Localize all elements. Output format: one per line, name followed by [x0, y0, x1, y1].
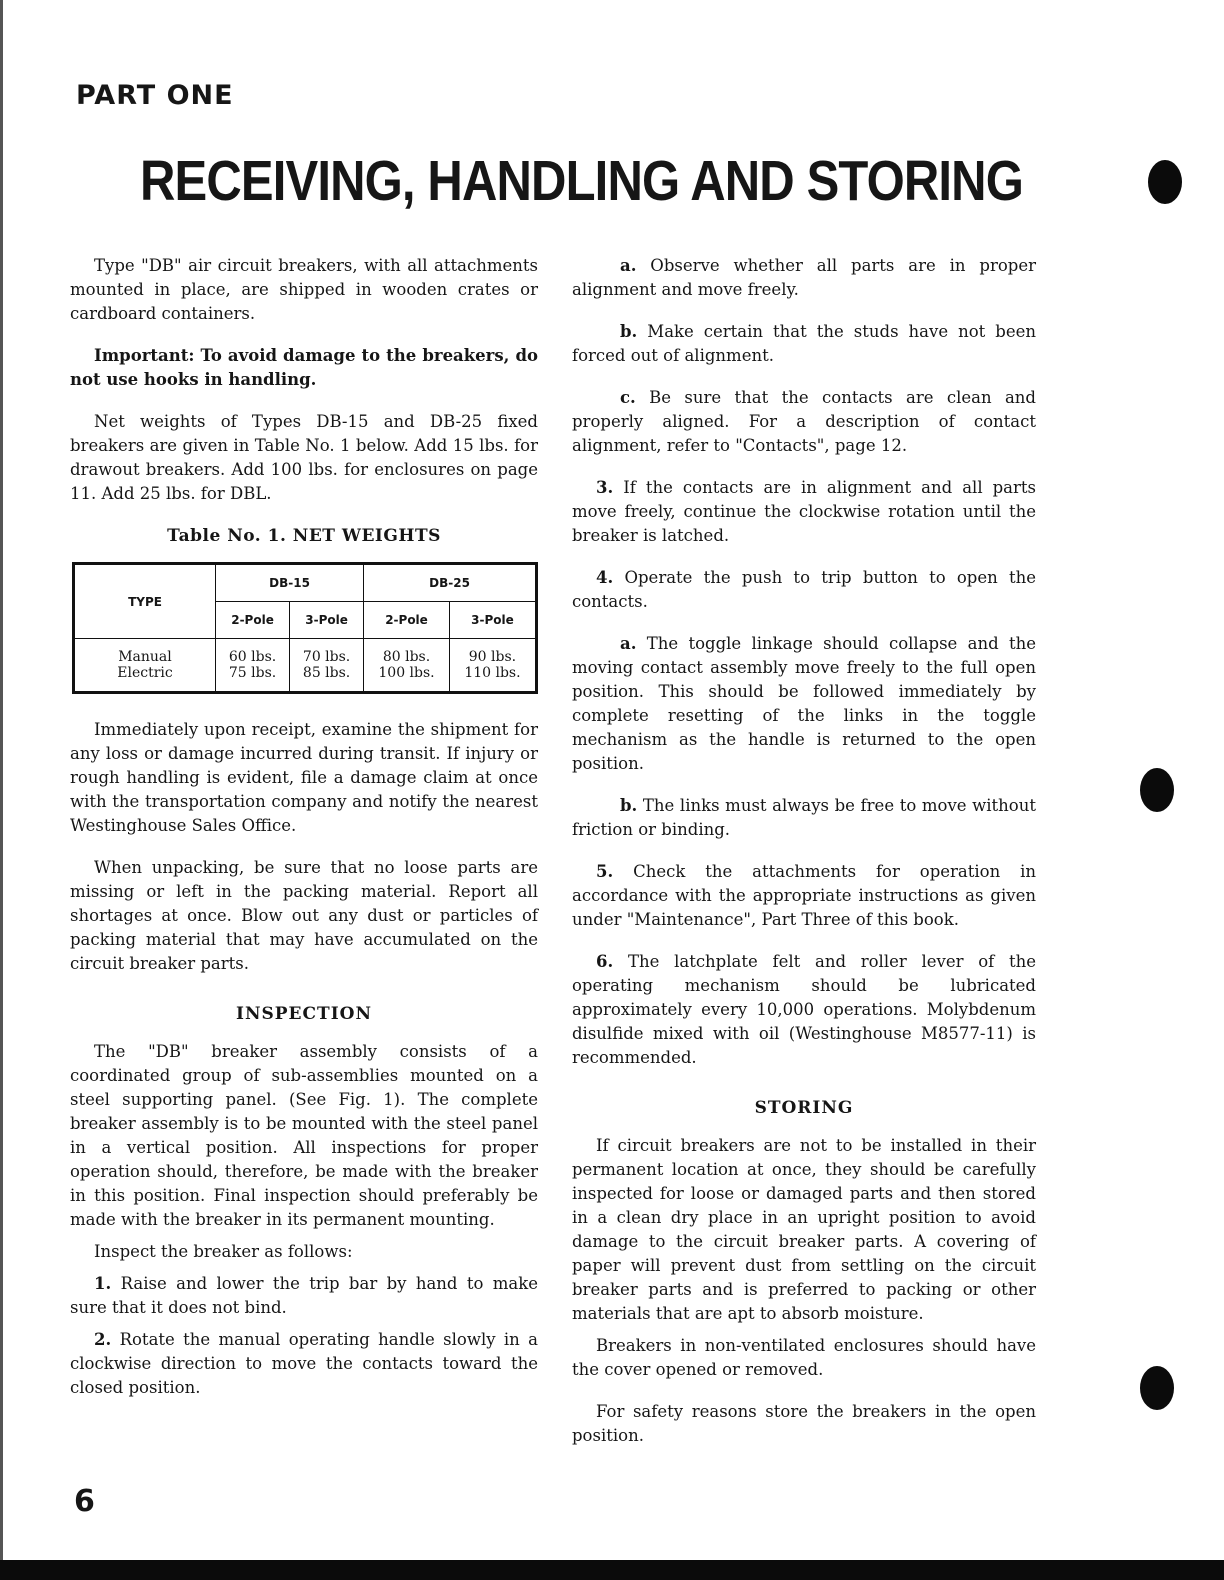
part-label: PART ONE	[76, 80, 234, 111]
db25-2pole-cell: 80 lbs. 100 lbs.	[364, 639, 450, 693]
step-5-number: 5.	[596, 862, 614, 881]
db25-3pole-cell: 90 lbs. 110 lbs.	[449, 639, 536, 693]
step-4	[572, 566, 1036, 614]
db15-3pole-header: 3-Pole	[290, 602, 364, 639]
a1-text: Observe whether all parts are in proper alignment and move freely.	[572, 256, 1036, 299]
item-1-number: 1.	[94, 1274, 112, 1293]
step-4-number: 4.	[596, 568, 614, 587]
db25-3pole-header: 3-Pole	[449, 602, 536, 639]
a2-letter: a.	[620, 634, 637, 653]
intro-paragraph: Type "DB" air circuit breakers, with all attachments mounted in place, are shipped in wooden crates or cardboard containers.	[70, 256, 538, 323]
inspection-heading: INSPECTION	[236, 1004, 372, 1024]
storing-paragraph-1: If circuit breakers are not to be installed in their permanent location at once, they should be carefully inspected for loose or damaged parts and then stored in a clean dry place in an upright position to avoid damage to the circuit breaker parts. A covering of paper will prevent dust from settling on the circuit breaker parts and is preferred to packing or other materials that are apt to absorb moisture.	[572, 1136, 1036, 1323]
sub-item-a1	[572, 254, 1036, 302]
step-3-number: 3.	[596, 478, 614, 497]
db25-header: DB-25	[364, 564, 537, 602]
row-type-cell: Manual Electric	[74, 639, 216, 693]
storing-paragraph-2: Breakers in non-ventilated enclosures should have the cover opened or removed.	[572, 1336, 1036, 1379]
right-column	[572, 254, 1036, 1466]
storing-paragraph-3: For safety reasons store the breakers in the open position.	[572, 1402, 1036, 1445]
important-text: To avoid damage to the breakers, do not use hooks in handling.	[70, 346, 538, 389]
c1-text: Be sure that the contacts are clean and properly aligned. For a description of contact alignment, refer to "Contacts", page 12.	[572, 388, 1036, 455]
important-note	[70, 344, 538, 392]
a2-text: The toggle linkage should collapse and the moving contact assembly move freely to the full open position. This should be followed immediately by complete resetting of the links in the toggle mechanism as the handle is returned to the open position.	[572, 634, 1036, 773]
item-2-number: 2.	[94, 1330, 112, 1349]
unpacking-paragraph: When unpacking, be sure that no loose parts are missing or left in the packing material. Report all shortages at once. Blow out any dust or particles of packing material that may have accumulated on the circuit breaker parts.	[70, 858, 538, 973]
weights-paragraph: Net weights of Types DB-15 and DB-25 fixed breakers are given in Table No. 1 below. Add 15 lbs. for drawout breakers. Add 100 lbs. for enclosures on page 11. Add 25 lbs. for DBL.	[70, 412, 538, 503]
a1-letter: a.	[620, 256, 637, 275]
storing-heading: STORING	[754, 1098, 854, 1118]
important-label: Important:	[94, 346, 195, 365]
b1-letter: b.	[620, 322, 638, 341]
page-edge	[0, 0, 3, 1560]
db25-2pole-header: 2-Pole	[364, 602, 450, 639]
db15-3pole-cell: 70 lbs. 85 lbs.	[290, 639, 364, 693]
step-3	[572, 476, 1036, 548]
punch-hole-middle	[1140, 768, 1174, 812]
type-header: TYPE	[74, 564, 216, 639]
item-1-text: Raise and lower the trip bar by hand to make sure that it does not bind.	[70, 1274, 538, 1317]
b2-letter: b.	[620, 796, 638, 815]
inspect-intro: Inspect the breaker as follows:	[94, 1242, 353, 1261]
step-5	[572, 860, 1036, 932]
item-2-text: Rotate the manual operating handle slowly in a clockwise direction to move the contacts toward the closed position.	[70, 1330, 538, 1397]
punch-hole-bottom	[1140, 1366, 1174, 1410]
left-column	[70, 254, 538, 1418]
sub-item-b2	[572, 794, 1036, 842]
step-6-number: 6.	[596, 952, 614, 971]
step-6	[572, 950, 1036, 1070]
page-title: RECEIVING, HANDLING AND STORING	[140, 149, 1023, 213]
step-3-text: If the contacts are in alignment and all parts move freely, continue the clockwise rotation until the breaker is latched.	[572, 478, 1036, 545]
page-number: 6	[74, 1484, 95, 1519]
inspect-item-2	[70, 1328, 538, 1400]
db15-header: DB-15	[216, 564, 364, 602]
b2-text: The links must always be free to move without friction or binding.	[572, 796, 1036, 839]
receipt-paragraph: Immediately upon receipt, examine the shipment for any loss or damage incurred during transit. If injury or rough handling is evident, file a damage claim at once with the transportation company and notify the nearest Westinghouse Sales Office.	[70, 720, 538, 835]
sub-item-c1	[572, 386, 1036, 458]
sub-item-b1	[572, 320, 1036, 368]
step-6-text: The latchplate felt and roller lever of the operating mechanism should be lubricated approximately every 10,000 operations. Molybdenum disulfide mixed with oil (Westinghouse M8577-11) is recommended.	[572, 952, 1036, 1067]
step-5-text: Check the attachments for operation in accordance with the appropriate instructions as given under "Maintenance", Part Three of this book.	[572, 862, 1036, 929]
bottom-edge	[0, 1560, 1224, 1580]
db15-2pole-header: 2-Pole	[216, 602, 290, 639]
inspection-paragraph: The "DB" breaker assembly consists of a coordinated group of sub-assemblies mounted on a steel supporting panel. (See Fig. 1). The complete breaker assembly is to be mounted with the steel panel in a vertical position. All inspections for proper operation should, therefore, be made with the breaker in this position. Final inspection should preferably be made with the breaker in its permanent mounting.	[70, 1042, 538, 1229]
net-weights-table	[72, 562, 538, 694]
inspect-item-1	[70, 1272, 538, 1320]
sub-item-a2	[572, 632, 1036, 776]
table-caption: Table No. 1. NET WEIGHTS	[167, 526, 441, 546]
step-4-text: Operate the push to trip button to open the contacts.	[572, 568, 1036, 611]
b1-text: Make certain that the studs have not been forced out of alignment.	[572, 322, 1036, 365]
c1-letter: c.	[620, 388, 636, 407]
db15-2pole-cell: 60 lbs. 75 lbs.	[216, 639, 290, 693]
punch-hole-top	[1148, 160, 1182, 204]
